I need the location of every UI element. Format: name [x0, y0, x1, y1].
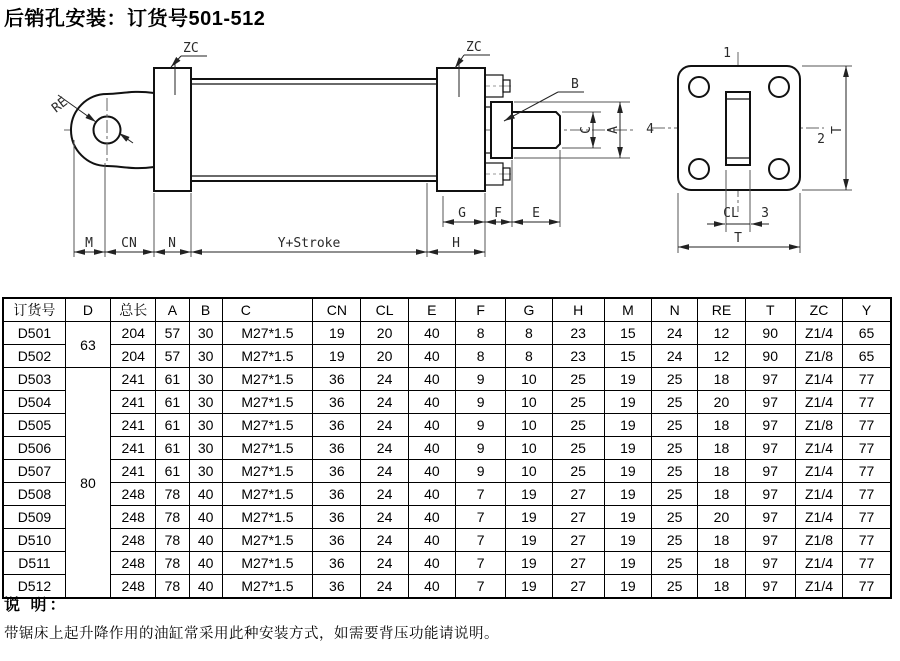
notes-section [4, 592, 499, 643]
spec-cell: 18 [698, 552, 745, 575]
piston-rod [512, 112, 560, 148]
spec-cell: 57 [156, 345, 189, 368]
spec-cell: 19 [604, 368, 651, 391]
spec-cell: 97 [745, 460, 795, 483]
spec-cell: 8 [455, 322, 505, 345]
spec-cell: 8 [506, 322, 552, 345]
spec-cell: 23 [552, 345, 604, 368]
spec-cell: 10 [506, 460, 552, 483]
spec-cell: 25 [652, 460, 698, 483]
spec-cell: Z1/4 [795, 506, 842, 529]
spec-cell: 9 [455, 368, 505, 391]
spec-cell: 19 [604, 460, 651, 483]
spec-cell: M27*1.5 [222, 345, 313, 368]
spec-cell: M27*1.5 [222, 506, 313, 529]
spec-cell: 25 [652, 391, 698, 414]
spec-cell: 36 [313, 368, 361, 391]
spec-cell: 27 [552, 575, 604, 599]
spec-cell: 241 [111, 414, 156, 437]
dim-label-b: B [571, 77, 579, 92]
spec-cell: 36 [313, 483, 361, 506]
spec-cell: 97 [745, 368, 795, 391]
table-row-D511 [3, 552, 891, 575]
spec-cell: 40 [189, 552, 222, 575]
callout-label-3: 3 [761, 206, 769, 221]
dim-label-cl: CL [723, 206, 739, 221]
table-row-D502 [3, 345, 891, 368]
spec-cell: M27*1.5 [222, 437, 313, 460]
spec-cell: 36 [313, 437, 361, 460]
column-header-E: E [408, 298, 455, 322]
spec-cell: 10 [506, 368, 552, 391]
column-header-M: M [604, 298, 651, 322]
spec-cell: 18 [698, 414, 745, 437]
spec-cell: 15 [604, 345, 651, 368]
spec-cell: 77 [843, 483, 891, 506]
spec-cell: 7 [455, 552, 505, 575]
spec-cell: 77 [843, 437, 891, 460]
spec-cell: 40 [408, 552, 455, 575]
table-row-D504 [3, 391, 891, 414]
spec-cell: M27*1.5 [222, 368, 313, 391]
table-row-D503 [3, 368, 891, 391]
dim-label-t-height: T [830, 126, 845, 134]
column-header-C: C [222, 298, 313, 322]
cylinder-side-view [64, 60, 634, 191]
spec-cell: 25 [652, 552, 698, 575]
spec-cell: 27 [552, 506, 604, 529]
spec-cell: 25 [552, 414, 604, 437]
spec-cell: 77 [843, 391, 891, 414]
spec-cell: 25 [652, 529, 698, 552]
spec-cell: 30 [189, 414, 222, 437]
spec-cell: 77 [843, 368, 891, 391]
column-header-N: N [652, 298, 698, 322]
spec-cell: 30 [189, 368, 222, 391]
column-header-订货号: 订货号 [3, 298, 65, 322]
spec-cell: 7 [455, 506, 505, 529]
spec-cell: 77 [843, 529, 891, 552]
spec-cell: 18 [698, 368, 745, 391]
spec-cell: 241 [111, 460, 156, 483]
table-row-D509 [3, 506, 891, 529]
order-number-cell: D502 [3, 345, 65, 368]
spec-cell: 77 [843, 575, 891, 599]
spec-cell: 36 [313, 575, 361, 599]
spec-cell: 78 [156, 529, 189, 552]
spec-cell: 40 [408, 506, 455, 529]
spec-cell: 77 [843, 506, 891, 529]
dim-label-m: M [85, 236, 93, 251]
spec-cell: 19 [313, 345, 361, 368]
spec-cell: 40 [408, 345, 455, 368]
spec-cell: Z1/8 [795, 414, 842, 437]
table-row-D507 [3, 460, 891, 483]
spec-cell: 30 [189, 322, 222, 345]
dim-label-f: F [494, 206, 502, 221]
dim-label-e: E [532, 206, 540, 221]
spec-cell: 15 [604, 322, 651, 345]
spec-cell: 78 [156, 575, 189, 599]
spec-cell: 7 [455, 575, 505, 599]
spec-cell: 97 [745, 529, 795, 552]
spec-cell: 40 [408, 391, 455, 414]
spec-cell: 65 [843, 322, 891, 345]
clevis-end-view [646, 46, 852, 253]
spec-cell: 19 [506, 552, 552, 575]
spec-cell: 97 [745, 483, 795, 506]
spec-cell: 40 [189, 506, 222, 529]
column-header-B: B [189, 298, 222, 322]
spec-cell: 61 [156, 368, 189, 391]
spec-cell: 18 [698, 437, 745, 460]
callout-label-4: 4 [646, 122, 654, 137]
spec-cell: 20 [698, 506, 745, 529]
column-header-ZC: ZC [795, 298, 842, 322]
spec-cell: 25 [652, 575, 698, 599]
zc-rear-leader [171, 56, 181, 67]
spec-cell: 204 [111, 322, 156, 345]
spec-cell: 18 [698, 575, 745, 599]
order-number-cell: D503 [3, 368, 65, 391]
callout-label-1: 1 [723, 46, 731, 61]
spec-cell: 40 [189, 575, 222, 599]
spec-cell: 24 [361, 552, 408, 575]
spec-cell: 97 [745, 391, 795, 414]
spec-cell: Z1/4 [795, 460, 842, 483]
spec-cell: 40 [408, 437, 455, 460]
order-number-cell: D504 [3, 391, 65, 414]
spec-cell: 27 [552, 529, 604, 552]
spec-cell: Z1/4 [795, 575, 842, 599]
spec-cell: 24 [361, 391, 408, 414]
bore-diameter-cell: 63 [65, 322, 110, 368]
spec-cell: 7 [455, 529, 505, 552]
spec-cell: 40 [408, 529, 455, 552]
dim-label-re: RE [49, 94, 71, 117]
spec-cell: 248 [111, 575, 156, 599]
spec-cell: M27*1.5 [222, 575, 313, 599]
bore-diameter-cell: 80 [65, 368, 110, 599]
spec-cell: 24 [361, 575, 408, 599]
spec-cell: 24 [361, 506, 408, 529]
spec-cell: 40 [408, 368, 455, 391]
callout-label-2: 2 [817, 132, 825, 147]
spec-cell: 241 [111, 391, 156, 414]
spec-cell: M27*1.5 [222, 483, 313, 506]
spec-cell: 97 [745, 414, 795, 437]
spec-cell: 77 [843, 460, 891, 483]
spec-cell: 20 [361, 322, 408, 345]
spec-cell: 25 [652, 414, 698, 437]
spec-cell: 19 [604, 391, 651, 414]
spec-cell: 40 [408, 414, 455, 437]
spec-cell: 30 [189, 345, 222, 368]
table-row-D508 [3, 483, 891, 506]
spec-cell: 30 [189, 437, 222, 460]
spec-cell: 24 [652, 322, 698, 345]
spec-cell: 19 [506, 575, 552, 599]
dim-label-zc-front: ZC [466, 40, 482, 55]
spec-cell: M27*1.5 [222, 529, 313, 552]
spec-cell: 24 [361, 529, 408, 552]
spec-cell: M27*1.5 [222, 552, 313, 575]
spec-cell: 241 [111, 368, 156, 391]
spec-cell: M27*1.5 [222, 414, 313, 437]
spec-cell: M27*1.5 [222, 391, 313, 414]
spec-cell: 23 [552, 322, 604, 345]
spec-cell: 36 [313, 414, 361, 437]
spec-cell: 204 [111, 345, 156, 368]
spec-cell: 78 [156, 506, 189, 529]
dim-label-zc-rear: ZC [183, 41, 199, 56]
spec-cell: 77 [843, 414, 891, 437]
spec-cell: 19 [506, 506, 552, 529]
spec-cell: 19 [506, 483, 552, 506]
spec-cell: 61 [156, 437, 189, 460]
spec-cell: 241 [111, 437, 156, 460]
spec-cell: 36 [313, 529, 361, 552]
spec-cell: 19 [604, 552, 651, 575]
column-header-CN: CN [313, 298, 361, 322]
dimensions-table [2, 297, 892, 599]
spec-cell: 78 [156, 552, 189, 575]
spec-cell: 12 [698, 322, 745, 345]
spec-cell: 61 [156, 460, 189, 483]
spec-cell: 19 [604, 575, 651, 599]
spec-cell: 25 [652, 368, 698, 391]
spec-cell: 57 [156, 322, 189, 345]
spec-cell: 25 [652, 506, 698, 529]
column-header-A: A [156, 298, 189, 322]
spec-cell: 20 [698, 391, 745, 414]
spec-cell: 97 [745, 575, 795, 599]
spec-cell: 19 [604, 529, 651, 552]
spec-cell: 25 [652, 437, 698, 460]
order-number-cell: D505 [3, 414, 65, 437]
spec-cell: 36 [313, 552, 361, 575]
column-header-总长: 总长 [111, 298, 156, 322]
spec-cell: 30 [189, 460, 222, 483]
notes-heading: 说 明： [4, 597, 69, 614]
spec-cell: 90 [745, 322, 795, 345]
spec-cell: 19 [506, 529, 552, 552]
table-row-D505 [3, 414, 891, 437]
spec-cell: Z1/4 [795, 552, 842, 575]
spec-cell: 65 [843, 345, 891, 368]
column-header-F: F [455, 298, 505, 322]
spec-cell: M27*1.5 [222, 460, 313, 483]
spec-cell: 97 [745, 506, 795, 529]
rear-end-cap [154, 68, 191, 191]
notes-body: 带锯床上起升降作用的油缸常采用此种安装方式，如需要背压功能请说明。 [4, 626, 499, 642]
cylinder-tube [191, 79, 437, 181]
header-row [3, 298, 891, 322]
spec-cell: 19 [604, 414, 651, 437]
spec-cell: 9 [455, 414, 505, 437]
column-header-H: H [552, 298, 604, 322]
dim-label-c: C [579, 126, 594, 134]
spec-cell: 36 [313, 506, 361, 529]
dim-label-cn: CN [121, 236, 137, 251]
spec-cell: 10 [506, 437, 552, 460]
spec-cell: 24 [361, 368, 408, 391]
spec-cell: Z1/8 [795, 345, 842, 368]
spec-cell: 9 [455, 391, 505, 414]
order-number-cell: D510 [3, 529, 65, 552]
spec-cell: 20 [361, 345, 408, 368]
dim-label-a: A [606, 126, 621, 134]
spec-cell: 19 [604, 437, 651, 460]
column-header-CL: CL [361, 298, 408, 322]
spec-cell: 248 [111, 483, 156, 506]
spec-cell: 18 [698, 483, 745, 506]
spec-cell: Z1/8 [795, 529, 842, 552]
column-header-Y: Y [843, 298, 891, 322]
spec-cell: 248 [111, 529, 156, 552]
technical-drawing [0, 0, 900, 295]
table-row-D506 [3, 437, 891, 460]
order-number-cell: D507 [3, 460, 65, 483]
spec-cell: 36 [313, 460, 361, 483]
rod-gland [491, 102, 512, 158]
spec-cell: 90 [745, 345, 795, 368]
spec-cell: 18 [698, 529, 745, 552]
spec-cell: 27 [552, 552, 604, 575]
column-header-D: D [65, 298, 110, 322]
spec-cell: 61 [156, 391, 189, 414]
spec-cell: 77 [843, 552, 891, 575]
spec-cell: Z1/4 [795, 368, 842, 391]
order-number-cell: D512 [3, 575, 65, 599]
spec-cell: 25 [552, 368, 604, 391]
spec-cell: 24 [652, 345, 698, 368]
spec-cell: M27*1.5 [222, 322, 313, 345]
spec-cell: Z1/4 [795, 483, 842, 506]
table-row-D501 [3, 322, 891, 345]
dim-label-y-stroke: Y+Stroke [277, 236, 341, 251]
dim-label-t-width: T [734, 231, 742, 246]
spec-cell: 25 [552, 460, 604, 483]
spec-cell: 10 [506, 414, 552, 437]
spec-cell: 97 [745, 552, 795, 575]
order-number-cell: D506 [3, 437, 65, 460]
mounting-plate [678, 66, 800, 190]
spec-cell: 27 [552, 483, 604, 506]
column-header-RE: RE [698, 298, 745, 322]
spec-cell: 24 [361, 414, 408, 437]
spec-cell: Z1/4 [795, 437, 842, 460]
order-number-cell: D501 [3, 322, 65, 345]
spec-cell: 18 [698, 460, 745, 483]
spec-cell: 248 [111, 506, 156, 529]
column-header-T: T [745, 298, 795, 322]
dim-label-h: H [452, 236, 460, 251]
spec-cell: 61 [156, 414, 189, 437]
spec-cell: 40 [408, 575, 455, 599]
spec-cell: 19 [604, 506, 651, 529]
spec-cell: 9 [455, 437, 505, 460]
spec-cell: Z1/4 [795, 322, 842, 345]
front-end-cap [437, 68, 485, 191]
spec-cell: 36 [313, 391, 361, 414]
spec-cell: 40 [189, 529, 222, 552]
spec-cell: 25 [552, 391, 604, 414]
spec-cell: 248 [111, 552, 156, 575]
spec-cell: 12 [698, 345, 745, 368]
spec-cell: 24 [361, 460, 408, 483]
spec-cell: 40 [189, 483, 222, 506]
spec-cell: 24 [361, 437, 408, 460]
spec-cell: 40 [408, 460, 455, 483]
spec-cell: 19 [313, 322, 361, 345]
spec-cell: 25 [652, 483, 698, 506]
dim-label-n: N [168, 236, 176, 251]
spec-cell: 97 [745, 437, 795, 460]
spec-cell: 7 [455, 483, 505, 506]
spec-cell: 9 [455, 460, 505, 483]
spec-cell: 19 [604, 483, 651, 506]
spec-cell: 24 [361, 483, 408, 506]
spec-cell: 78 [156, 483, 189, 506]
spec-cell: Z1/4 [795, 391, 842, 414]
spec-cell: 30 [189, 391, 222, 414]
spec-cell: 10 [506, 391, 552, 414]
spec-cell: 40 [408, 322, 455, 345]
spec-cell: 40 [408, 483, 455, 506]
spec-cell: 25 [552, 437, 604, 460]
spec-cell: 8 [455, 345, 505, 368]
order-number-cell: D508 [3, 483, 65, 506]
order-number-cell: D511 [3, 552, 65, 575]
column-header-G: G [506, 298, 552, 322]
dim-label-g: G [458, 206, 466, 221]
order-number-cell: D509 [3, 506, 65, 529]
page-title: 后销孔安装：订货号501-512 [4, 8, 266, 30]
table-row-D510 [3, 529, 891, 552]
spec-cell: 8 [506, 345, 552, 368]
